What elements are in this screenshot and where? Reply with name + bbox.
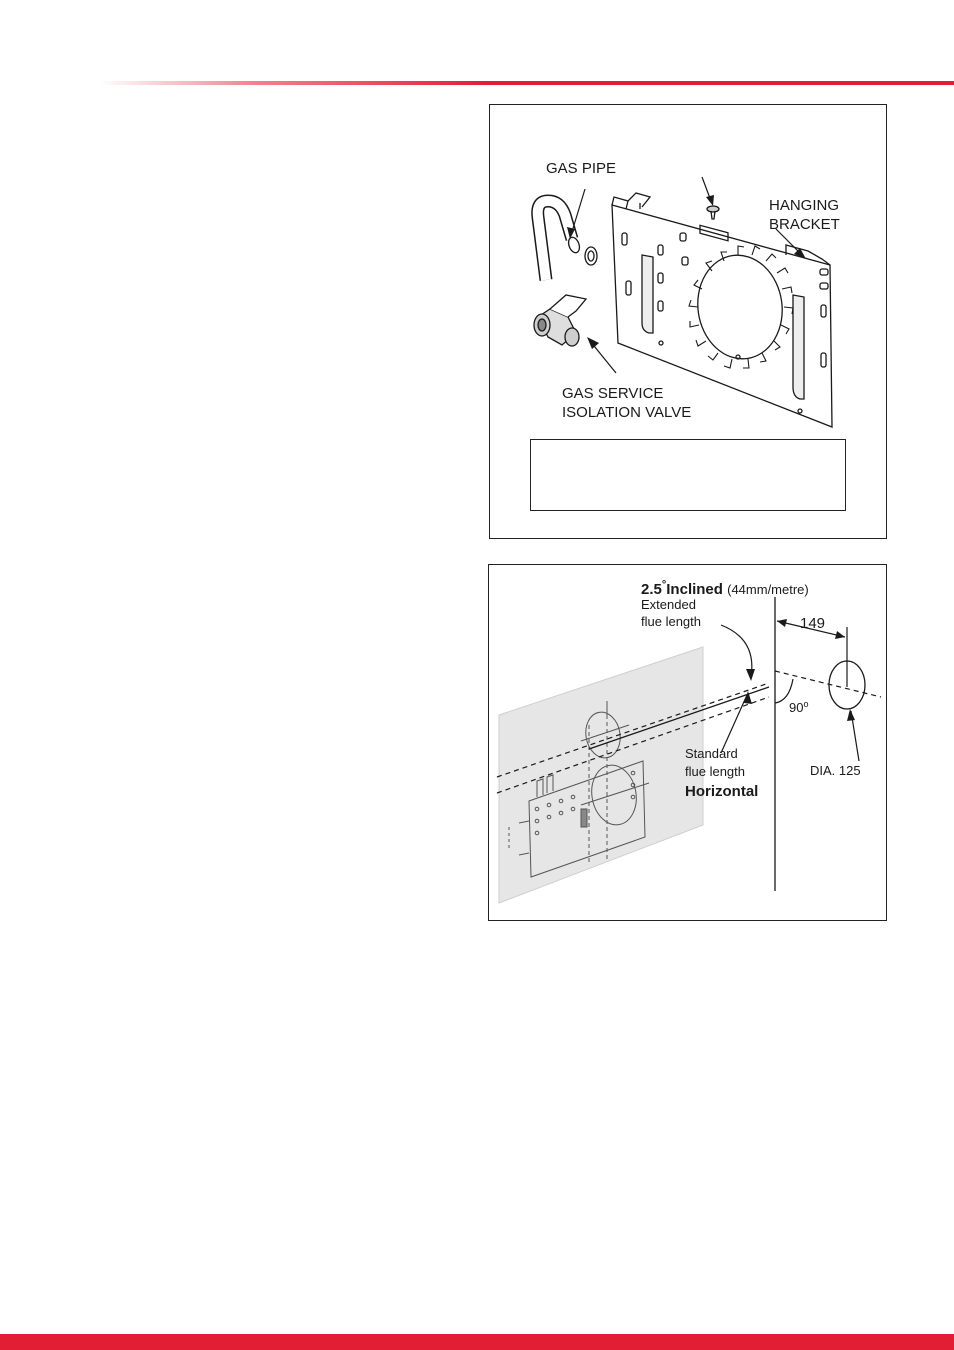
standard-label-2: flue length — [685, 764, 745, 779]
screw — [707, 206, 719, 219]
hanging-bracket-label-1: HANGING — [769, 197, 840, 214]
inclined-value: 2.5 — [641, 581, 662, 598]
header-rule — [100, 81, 954, 85]
figure1-caption-box — [530, 439, 846, 511]
standard-label-1: Standard — [685, 746, 738, 761]
inclined-word: Inclined — [666, 581, 723, 598]
wall-panel — [499, 647, 703, 903]
valve-label-2: ISOLATION VALVE — [562, 404, 692, 421]
isolation-valve — [534, 295, 586, 346]
horizontal-label: Horizontal — [685, 783, 759, 800]
standard-leader — [721, 695, 747, 753]
washer-outer — [585, 247, 597, 265]
footer-bar — [0, 1334, 954, 1350]
figure-hanging-bracket — [489, 104, 887, 539]
figure-flue-alignment — [488, 564, 887, 921]
valve-label-1: GAS SERVICE — [562, 385, 664, 402]
extended-label-1: Extended — [641, 597, 696, 612]
extended-label-2: flue length — [641, 614, 701, 629]
diameter-label: DIA. 125 — [810, 763, 861, 778]
angle-90-degree: o — [803, 699, 809, 709]
washer-inner — [588, 251, 594, 261]
dimension-149-label: 149 — [800, 615, 826, 632]
inclined-heading — [641, 576, 809, 599]
gas-pipe-label: GAS PIPE — [546, 160, 617, 177]
angle-90-label — [789, 696, 808, 716]
angle-90-value: 90 — [789, 700, 804, 715]
inclined-rate: (44mm/metre) — [727, 582, 809, 597]
hanging-bracket-label-2: BRACKET — [769, 216, 840, 233]
inclined-degree-symbol: ° — [661, 579, 667, 591]
gas-pipe-leader — [571, 189, 585, 235]
